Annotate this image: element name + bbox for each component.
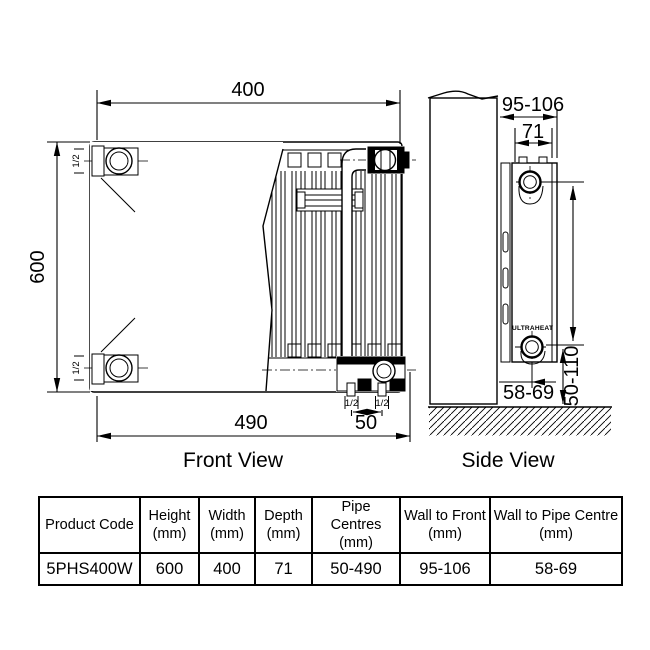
dim-depth-label: 71 bbox=[521, 121, 545, 143]
col-header-wall-to-front: Wall to Front (mm) bbox=[400, 497, 490, 553]
brand-label: ULTRAHEAT bbox=[512, 325, 554, 332]
spec-table-data-row bbox=[39, 553, 622, 585]
col-header-depth: Depth (mm) bbox=[255, 497, 312, 553]
ground-hatch bbox=[429, 408, 611, 436]
tapping-bottom-right-label: 1/2 bbox=[375, 398, 389, 409]
tapping-top-left-label: 1/2 bbox=[71, 154, 82, 168]
col-header-product-code: Product Code bbox=[39, 497, 140, 553]
cell-depth: 71 bbox=[255, 553, 312, 585]
tapping-bottom-mid-label: 1/2 bbox=[344, 398, 359, 409]
spec-table bbox=[38, 496, 623, 586]
col-header-wall-to-pipe-centre: Wall to Pipe Centre (mm) bbox=[490, 497, 622, 553]
col-header-pipe-centres: Pipe Centres (mm) bbox=[312, 497, 400, 553]
col-header-height: Height (mm) bbox=[140, 497, 199, 553]
dim-wall-to-front-label: 95-106 bbox=[501, 94, 565, 116]
valve-top-right bbox=[366, 146, 409, 174]
front-view-label: Front View bbox=[183, 449, 283, 472]
dim-pipe-span-label: 490 bbox=[234, 412, 268, 434]
front-view-drawing bbox=[84, 142, 416, 396]
dim-height-label: 600 bbox=[27, 250, 49, 284]
cell-wall-to-pipe-centre: 58-69 bbox=[490, 553, 622, 585]
fin-clip bbox=[297, 189, 363, 211]
spec-table-header-row bbox=[39, 497, 622, 553]
dim-wall-to-pipe-label: 58-69 bbox=[503, 382, 555, 404]
cell-height: 600 bbox=[140, 553, 199, 585]
col-header-width: Width (mm) bbox=[199, 497, 255, 553]
brick-wall bbox=[430, 98, 497, 404]
valve-bottom-right bbox=[336, 356, 407, 396]
front-panel bbox=[90, 142, 283, 391]
cell-width: 400 bbox=[199, 553, 255, 585]
dim-floor-to-pipe-label: 50-110 bbox=[561, 345, 583, 407]
side-view-label: Side View bbox=[461, 449, 555, 472]
dim-width-label: 400 bbox=[231, 79, 265, 101]
dim-pipe-gap-label: 50 bbox=[354, 412, 378, 434]
cell-wall-to-front: 95-106 bbox=[400, 553, 490, 585]
wall-bracket bbox=[501, 163, 510, 362]
cell-product-code: 5PHS400W bbox=[39, 553, 140, 585]
cell-pipe-centres: 50-490 bbox=[312, 553, 400, 585]
tapping-bottom-left-label: 1/2 bbox=[71, 361, 82, 375]
